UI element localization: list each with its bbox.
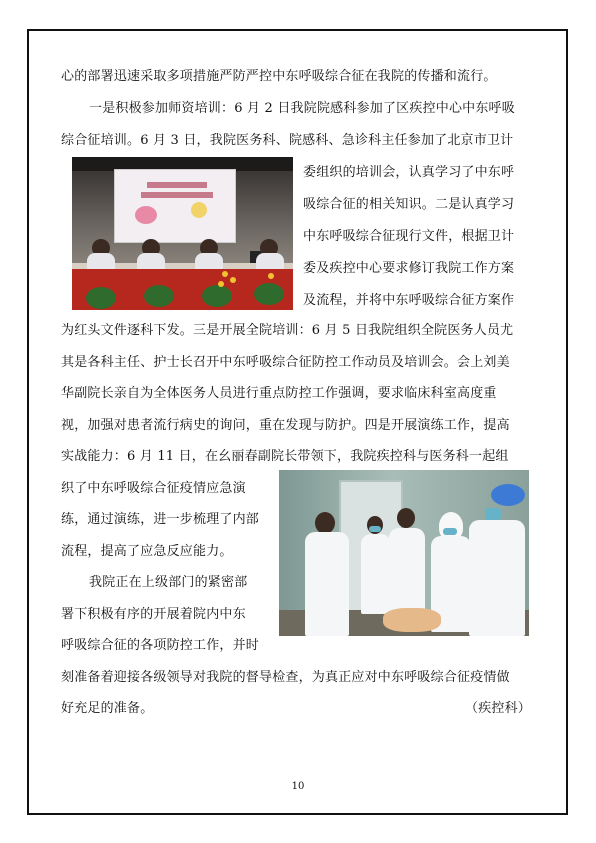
- text-line: 综合征培训。6 月 3 日，我院医务科、院感科、急诊科主任参加了北京市卫计: [61, 133, 514, 148]
- nurse-head: [315, 512, 335, 534]
- speaker-body: [87, 253, 115, 269]
- text-line: 署下积极有序的开展着院内中东: [61, 607, 246, 622]
- text-line: 为红头文件逐科下发。三是开展全院培训：6 月 5 日我院组织全院医务人员尤: [61, 323, 514, 338]
- speaker-body: [195, 253, 223, 269]
- screen-graphic: [191, 202, 207, 218]
- text-line: 委组织的培训会，认真学习了中东呼: [303, 165, 515, 180]
- training-mannequin: [383, 608, 441, 632]
- text-line: 心的部署迅速采取多项措施严防严控中东呼吸综合征在我院的传播和流行。: [61, 69, 497, 84]
- text-line: 实战能力：6 月 11 日，在幺丽春副院长带领下，我院疾控科与医务科一起组: [61, 449, 509, 464]
- text-line: 织了中东呼吸综合征疫情应急演: [61, 481, 246, 496]
- plant: [144, 285, 174, 307]
- face-mask: [443, 528, 457, 535]
- flower: [230, 277, 236, 283]
- text-line: 华副院长亲自为全体医务人员进行重点防控工作强调，要求临床科室高度重: [61, 386, 497, 401]
- text-line: 其是各科主任、护士长召开中东呼吸综合征防控工作动员及培训会。会上刘美: [61, 355, 510, 370]
- text-line: 流程，提高了应急反应能力。: [61, 544, 233, 559]
- screen-text: [141, 192, 213, 198]
- doctor-gown: [469, 520, 525, 636]
- plant: [86, 287, 116, 309]
- text-line: 委及疾控中心要求修订我院工作方案: [303, 261, 515, 276]
- text-line: 刻准备着迎接各级领导对我院的督导检查，为真正应对中东呼吸综合征疫情做: [61, 670, 510, 685]
- staff-coat: [389, 528, 425, 620]
- drill-photo: [279, 470, 529, 636]
- text-line: 好充足的准备。: [61, 701, 154, 716]
- text-line: 呼吸综合征的各项防控工作，并时: [61, 638, 260, 653]
- text-line: 视，加强对患者流行病史的询问，重在发现与防护。四是开展演练工作，提高: [61, 418, 510, 433]
- flower: [222, 271, 228, 277]
- speaker-body: [256, 253, 284, 269]
- text-line: 中东呼吸综合征现行文件，根据卫计: [303, 229, 515, 244]
- surgical-cap: [491, 484, 525, 506]
- screen-graphic: [135, 206, 157, 224]
- plant: [254, 283, 284, 305]
- conference-photo: [72, 157, 293, 310]
- speaker-body: [137, 253, 165, 269]
- screen-text: [147, 182, 207, 188]
- flower: [218, 281, 224, 287]
- staff-coat: [361, 534, 391, 614]
- nurse-coat: [305, 532, 349, 636]
- plant: [202, 285, 232, 307]
- page-number: 10: [291, 781, 305, 792]
- face-mask: [485, 508, 501, 520]
- text-line: 一是积极参加师资培训：6 月 2 日我院院感科参加了区疾控中心中东呼吸: [89, 101, 515, 116]
- text-line: 吸综合征的相关知识。二是认真学习: [303, 197, 515, 212]
- text-line: 及流程，并将中东呼吸综合征方案作: [303, 293, 515, 308]
- text-line: 我院正在上级部门的紧密部: [89, 575, 248, 590]
- flower: [268, 273, 274, 279]
- staff-head: [397, 508, 415, 528]
- face-mask: [369, 526, 381, 532]
- signature: （疾控科）: [465, 701, 532, 716]
- projection-screen: [114, 169, 236, 243]
- text-line: 练，通过演练，进一步梳理了内部: [61, 512, 260, 527]
